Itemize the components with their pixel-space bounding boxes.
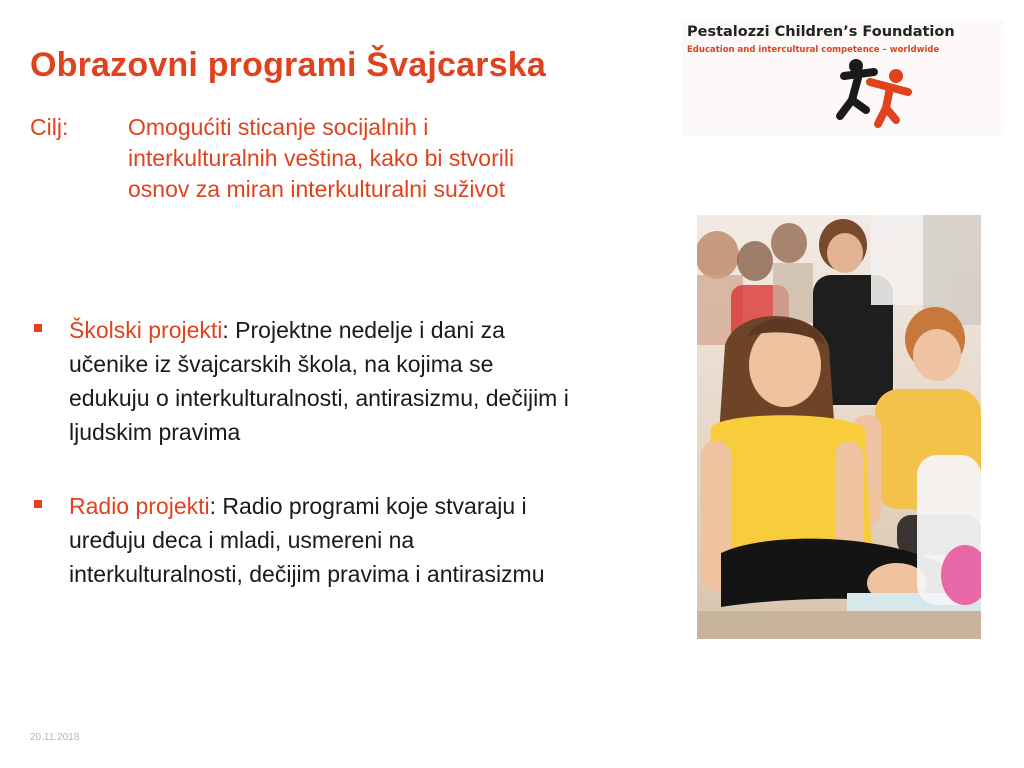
goal-line: interkulturalnih veština, kako bi stvorili (128, 145, 515, 171)
bullet-line: uređuju deca i mladi, usmereni na (69, 527, 415, 553)
bullet-term: Školski projekti (69, 317, 223, 343)
bullet-line: učenike iz švajcarskih škola, na kojima se (69, 351, 494, 377)
footer-date: 20.11.2018 (30, 732, 80, 743)
bullet-text: : Radio programi koje stvaraju i (209, 493, 527, 519)
goal-line: Omogućiti sticanje socijalnih i (128, 114, 429, 140)
goal-label: Cilj: (30, 114, 69, 140)
bullet-first-line (69, 313, 692, 347)
goal-line: osnov za miran interkulturalni suživot (128, 176, 506, 202)
bullet-line: edukuju o interkulturalnosti, antirasizmu, dečijim i (69, 385, 569, 411)
children-photo-illustration (697, 215, 981, 639)
children-photo (697, 215, 981, 639)
logo-tagline: Education and intercultural competence – worldwide (687, 45, 940, 55)
square-bullet-icon (34, 500, 42, 508)
square-bullet-icon (34, 324, 42, 332)
bullet-school-projects (32, 313, 692, 449)
bullet-radio-projects (32, 489, 692, 591)
bullet-list (32, 313, 692, 591)
goal-text (128, 112, 648, 205)
slide-title: Obrazovni programi Švajcarska (30, 46, 547, 84)
bullet-text: : Projektne nedelje i dani za (222, 317, 505, 343)
foundation-logo (682, 20, 1004, 136)
children-figures-icon (830, 58, 920, 130)
logo-name: Pestalozzi Children’s Foundation (687, 24, 955, 40)
bullet-line: ljudskim pravima (69, 419, 241, 445)
bullet-first-line (69, 489, 692, 523)
bullet-line: interkulturalnosti, dečijim pravima i antirasizmu (69, 561, 545, 587)
bullet-term: Radio projekti (69, 493, 210, 519)
